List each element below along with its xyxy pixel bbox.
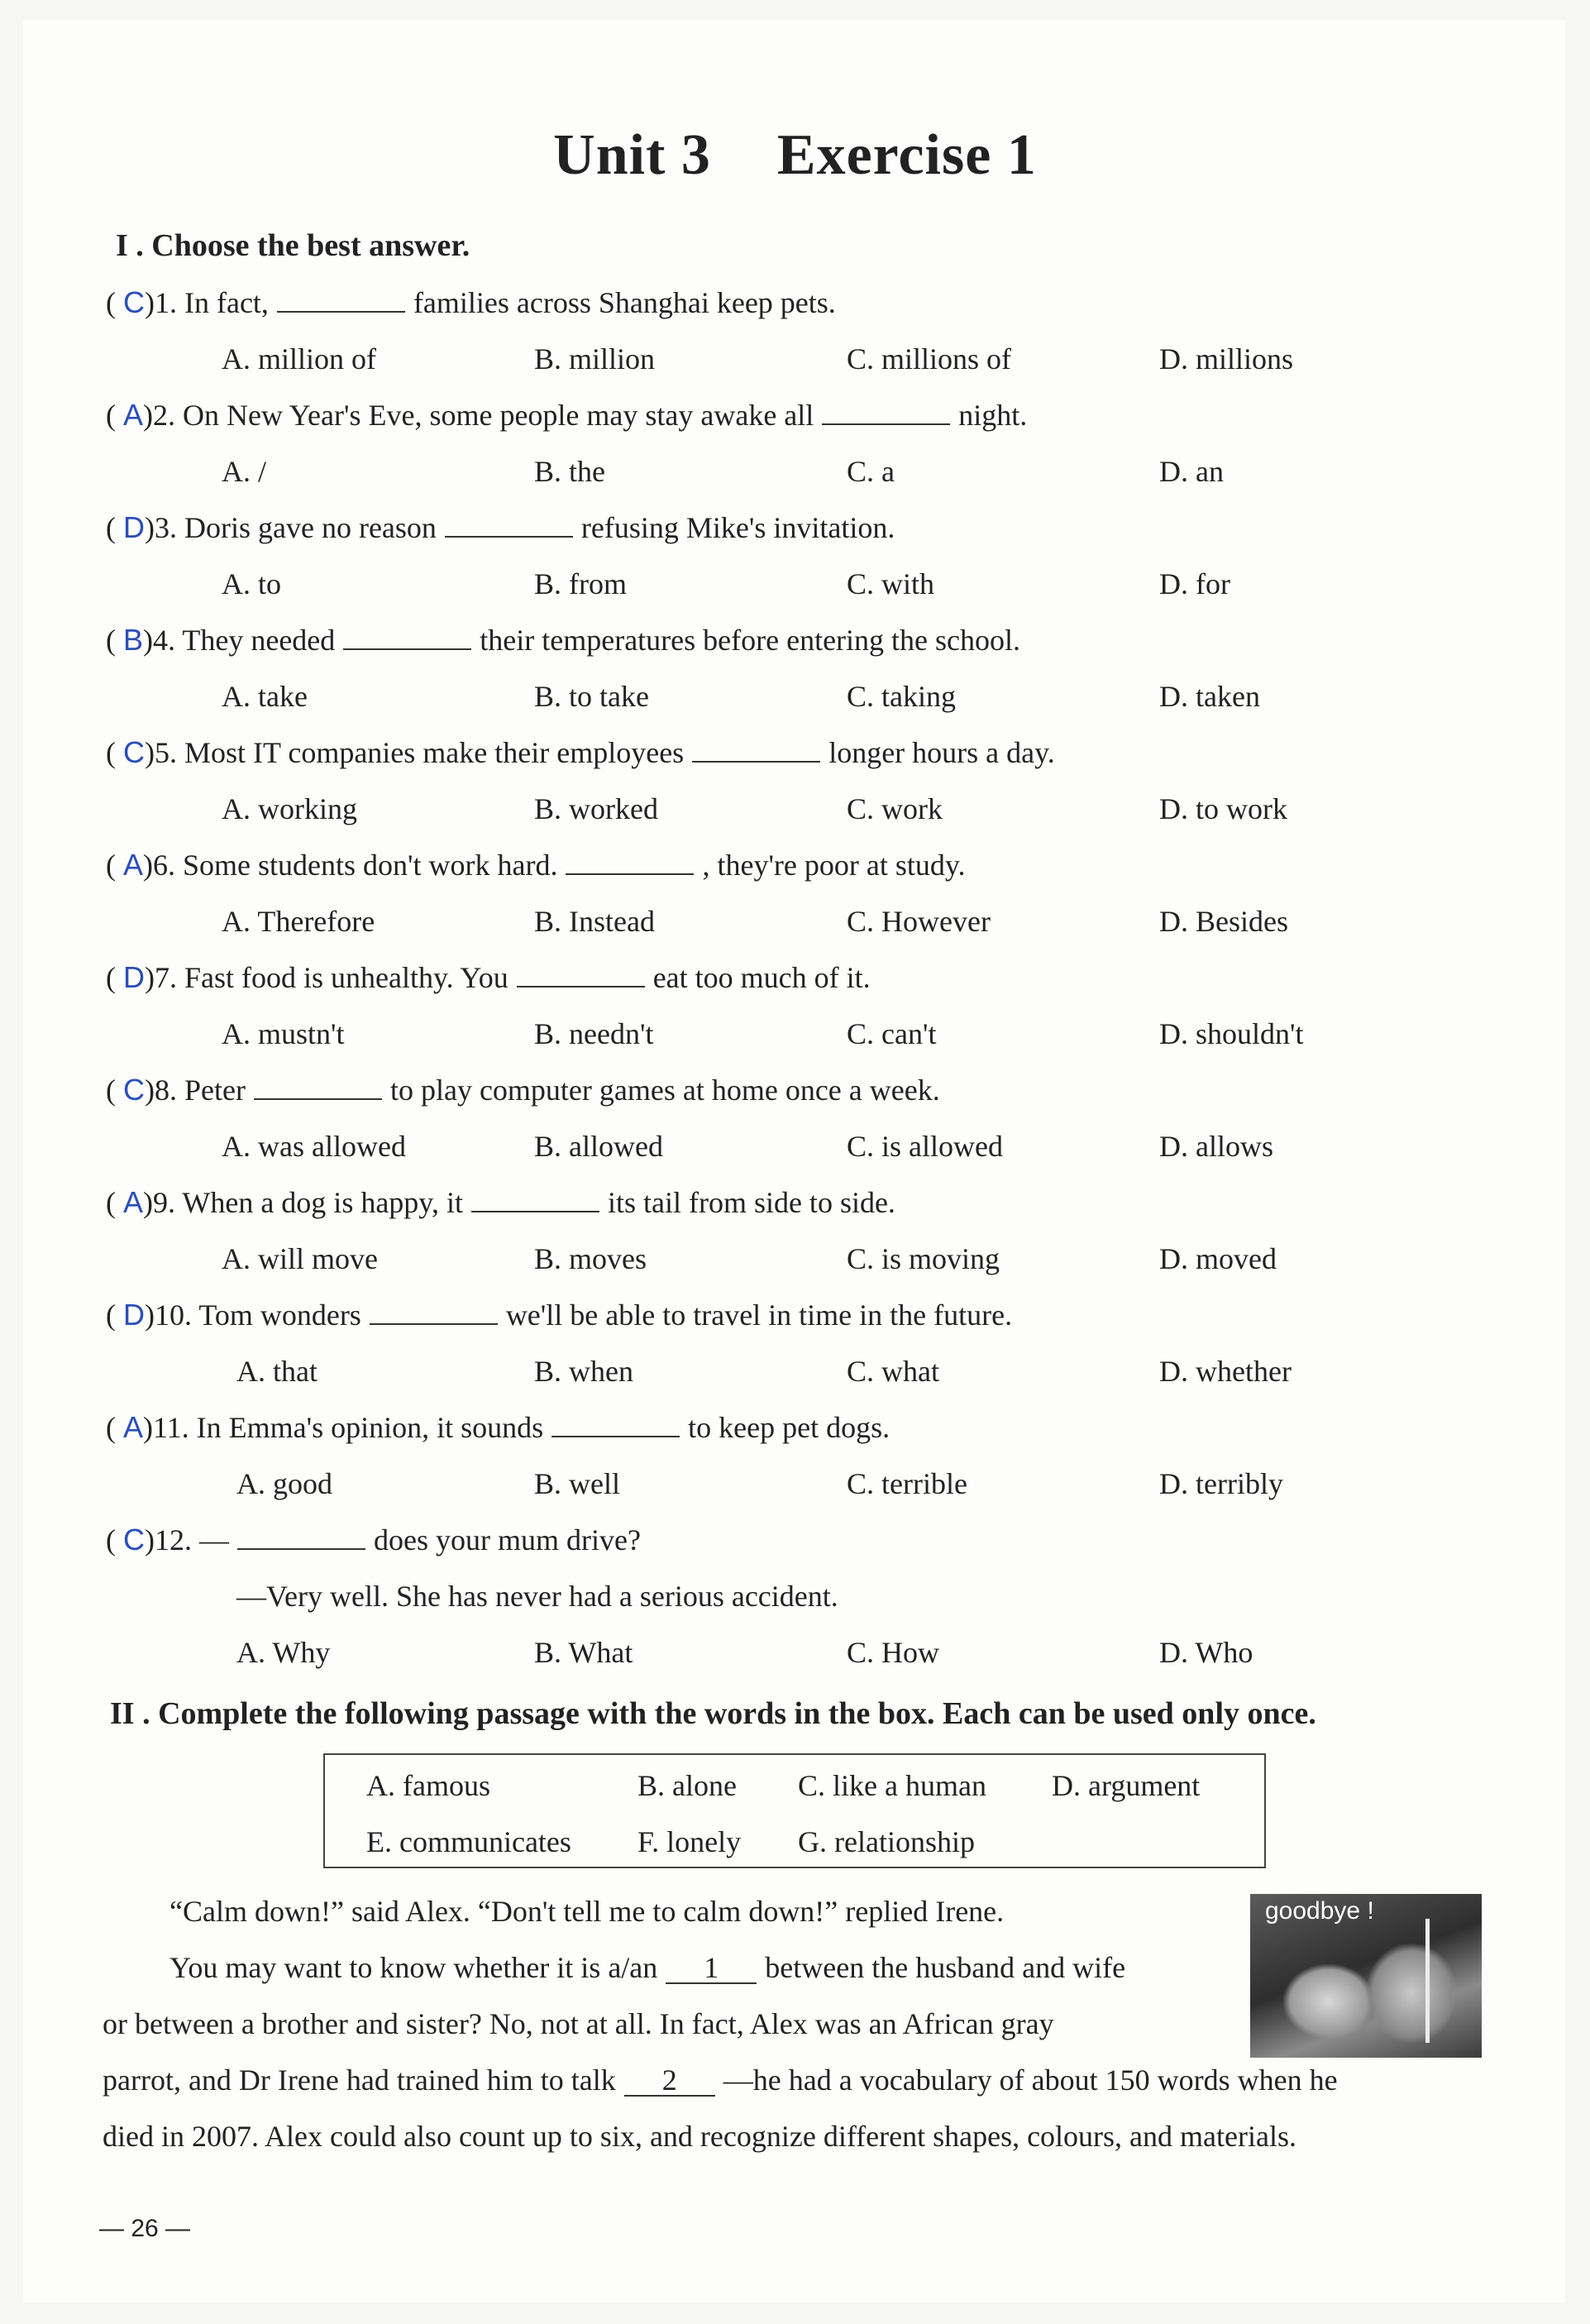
question-line [106, 1073, 940, 1107]
answer-paren: ( [106, 961, 123, 994]
question-text: its tail from side to side. [607, 1186, 895, 1219]
option-a[interactable]: A. working [222, 792, 357, 825]
passage-line: “Calm down!” said Alex. “Don't tell me to calm down!” replied Irene. [170, 1895, 1005, 1928]
passage-blank[interactable]: 1 [666, 1953, 757, 1984]
option-d[interactable]: D. millions [1159, 342, 1294, 375]
option-c[interactable]: C. a [847, 455, 895, 488]
answer-paren: ( [106, 1298, 123, 1332]
question-line [106, 735, 1055, 770]
answer-blank[interactable] [277, 286, 405, 313]
answer-blank[interactable] [822, 399, 950, 425]
answer-paren: ( [106, 1411, 123, 1444]
option-d[interactable]: D. Who [1159, 1636, 1253, 1669]
word-option: A. famous [366, 1769, 490, 1802]
option-d[interactable]: D. for [1159, 567, 1230, 600]
question-number: )8. [145, 1074, 177, 1107]
word-option: D. argument [1052, 1769, 1201, 1802]
word-option: G. relationship [798, 1825, 975, 1858]
answer-letter: C [123, 735, 145, 769]
option-b[interactable]: B. well [534, 1467, 620, 1500]
question-text: When a dog is happy, it [182, 1186, 463, 1219]
question-text: Fast food is unhealthy. You [184, 961, 509, 994]
option-a[interactable]: A. that [236, 1355, 318, 1388]
option-a[interactable]: A. Therefore [222, 905, 375, 938]
question-line [106, 623, 1020, 658]
answer-paren: ( [106, 1523, 123, 1557]
answer-paren: ( [106, 511, 123, 544]
question-text: to keep pet dogs. [688, 1411, 890, 1444]
question-line [106, 398, 1027, 433]
option-b[interactable]: B. to take [534, 680, 649, 713]
question-number: )4. [143, 624, 176, 657]
question-text: their temperatures before entering the school. [480, 624, 1021, 657]
option-a[interactable]: A. Why [236, 1636, 331, 1669]
question-text: In Emma's opinion, it sounds [196, 1411, 544, 1444]
option-b[interactable]: B. Instead [534, 905, 655, 938]
question-number: )3. [145, 511, 177, 544]
question-number: )2. [143, 399, 176, 432]
answer-paren: ( [106, 1186, 123, 1219]
option-c[interactable]: C. How [847, 1636, 940, 1669]
answer-letter: A [123, 1185, 144, 1219]
option-a[interactable]: A. good [236, 1467, 332, 1500]
question-line [106, 510, 895, 545]
option-c[interactable]: C. taking [847, 680, 956, 713]
answer-letter: A [123, 1410, 144, 1444]
question-reply: —Very well. She has never had a serious accident. [236, 1580, 838, 1613]
option-c[interactable]: C. what [847, 1355, 939, 1388]
option-a[interactable]: A. mustn't [222, 1017, 345, 1050]
answer-blank[interactable] [445, 511, 573, 538]
answer-letter: D [123, 960, 145, 994]
section-2-heading: II . Complete the following passage with the words in the box. Each can be used only once. [110, 1696, 1316, 1731]
answer-blank[interactable] [237, 1523, 365, 1550]
question-number: )9. [143, 1186, 176, 1219]
option-c[interactable]: C. is allowed [847, 1130, 1003, 1163]
question-text: In fact, [184, 286, 269, 319]
option-a[interactable]: A. to [222, 567, 281, 600]
question-line [106, 1523, 641, 1557]
option-b[interactable]: B. needn't [534, 1017, 654, 1050]
option-c[interactable]: C. with [847, 567, 935, 600]
question-number: )5. [145, 736, 177, 769]
option-a[interactable]: A. million of [222, 342, 376, 375]
option-d[interactable]: D. taken [1159, 680, 1260, 713]
option-a[interactable]: A. was allowed [222, 1130, 406, 1163]
question-number: )12. [145, 1523, 192, 1557]
word-option: C. like a human [798, 1769, 986, 1802]
option-c[interactable]: C. can't [847, 1017, 937, 1050]
question-line [106, 1298, 1012, 1332]
question-text: refusing Mike's invitation. [580, 511, 895, 544]
parrot-photo [1250, 1894, 1482, 2058]
question-number: )11. [143, 1411, 189, 1444]
page-title [0, 122, 1590, 189]
answer-letter: A [123, 398, 144, 432]
question-text: They needed [182, 624, 336, 657]
option-c[interactable]: C. work [847, 792, 943, 825]
option-b[interactable]: B. allowed [534, 1130, 663, 1163]
answer-paren: ( [106, 399, 123, 432]
option-b[interactable]: B. What [534, 1636, 633, 1669]
page-number: — 26 — [99, 2215, 191, 2242]
question-number: )7. [145, 961, 177, 994]
option-b[interactable]: B. the [534, 455, 605, 488]
question-line [106, 285, 836, 320]
question-text: to play computer games at home once a week. [389, 1074, 940, 1107]
question-line [106, 1410, 890, 1445]
answer-blank[interactable] [370, 1298, 498, 1325]
answer-blank[interactable] [566, 849, 694, 875]
option-c[interactable]: C. terrible [847, 1467, 967, 1500]
option-d[interactable]: D. whether [1159, 1355, 1292, 1388]
option-d[interactable]: D. an [1159, 455, 1224, 488]
question-text: Tom wonders [198, 1298, 361, 1332]
answer-letter: D [123, 1298, 145, 1332]
option-c[interactable]: C. is moving [847, 1242, 1000, 1275]
option-c[interactable]: C. However [847, 905, 991, 938]
question-line [106, 960, 871, 995]
answer-blank[interactable] [517, 961, 645, 987]
option-b[interactable]: B. million [534, 342, 656, 375]
word-option: E. communicates [366, 1825, 571, 1858]
question-text: Doris gave no reason [184, 511, 437, 544]
option-a[interactable]: A. take [222, 680, 308, 713]
option-a[interactable]: A. / [222, 455, 266, 488]
answer-paren: ( [106, 286, 123, 319]
answer-paren: ( [106, 624, 123, 657]
section-1-heading: I . Choose the best answer. [116, 228, 470, 263]
question-number: )10. [145, 1298, 192, 1332]
title-exercise: Exercise 1 [776, 123, 1037, 187]
answer-letter: B [123, 623, 144, 657]
passage-line: You may want to know whether it is a/an 1 between the husband and wife [170, 1951, 1126, 1984]
passage-line: died in 2007. Alex could also count up to six, and recognize different shapes, colours, and materials. [103, 2120, 1296, 2153]
option-c[interactable]: C. millions of [847, 342, 1012, 375]
question-text: longer hours a day. [828, 736, 1055, 769]
answer-paren: ( [106, 736, 123, 769]
passage-line: or between a brother and sister? No, not at all. In fact, Alex was an African gray [103, 2007, 1054, 2040]
question-line [106, 1185, 895, 1220]
option-d[interactable]: D. moved [1159, 1242, 1277, 1275]
option-a[interactable]: A. will move [222, 1242, 378, 1275]
option-d[interactable]: D. allows [1159, 1130, 1273, 1163]
option-d[interactable]: D. terribly [1159, 1467, 1283, 1500]
photo-caption: goodbye ! [1265, 1897, 1374, 1925]
answer-blank[interactable] [692, 736, 820, 763]
answer-blank[interactable] [343, 624, 471, 650]
word-option: B. alone [637, 1769, 737, 1802]
answer-paren: ( [106, 849, 123, 882]
option-b[interactable]: B. moves [534, 1242, 647, 1275]
question-number: )1. [145, 286, 177, 319]
answer-blank[interactable] [551, 1411, 680, 1437]
option-b[interactable]: B. from [534, 567, 627, 600]
option-d[interactable]: D. shouldn't [1159, 1017, 1304, 1050]
passage-line: parrot, and Dr Irene had trained him to talk 2 —he had a vocabulary of about 150 words when he [103, 2063, 1338, 2097]
question-text: Some students don't work hard. [183, 849, 558, 882]
answer-letter: C [123, 1073, 145, 1107]
option-d[interactable]: D. Besides [1159, 905, 1288, 938]
question-text: Peter [184, 1074, 246, 1107]
answer-blank[interactable] [254, 1074, 382, 1100]
question-text: Most IT companies make their employees [184, 736, 685, 769]
question-number: )6. [143, 849, 176, 882]
question-text: does your mum drive? [374, 1523, 641, 1557]
question-text: eat too much of it. [652, 961, 871, 994]
question-text: — [199, 1523, 229, 1557]
question-line [106, 848, 966, 882]
answer-paren: ( [106, 1074, 123, 1107]
answer-letter: C [123, 1523, 145, 1557]
question-text: families across Shanghai keep pets. [413, 286, 836, 319]
question-text: On New Year's Eve, some people may stay awake all [183, 399, 814, 432]
answer-blank[interactable] [471, 1186, 599, 1212]
question-text: , they're poor at study. [702, 849, 966, 882]
answer-letter: A [123, 848, 144, 882]
title-unit: Unit 3 [553, 123, 711, 187]
word-option: F. lonely [637, 1825, 742, 1858]
answer-letter: D [123, 510, 145, 544]
option-d[interactable]: D. to work [1159, 792, 1287, 825]
option-b[interactable]: B. worked [534, 792, 658, 825]
question-text: we'll be able to travel in time in the future. [505, 1298, 1013, 1332]
passage-blank[interactable]: 2 [624, 2065, 715, 2097]
question-text: night. [958, 399, 1028, 432]
option-b[interactable]: B. when [534, 1355, 633, 1388]
answer-letter: C [123, 285, 145, 319]
